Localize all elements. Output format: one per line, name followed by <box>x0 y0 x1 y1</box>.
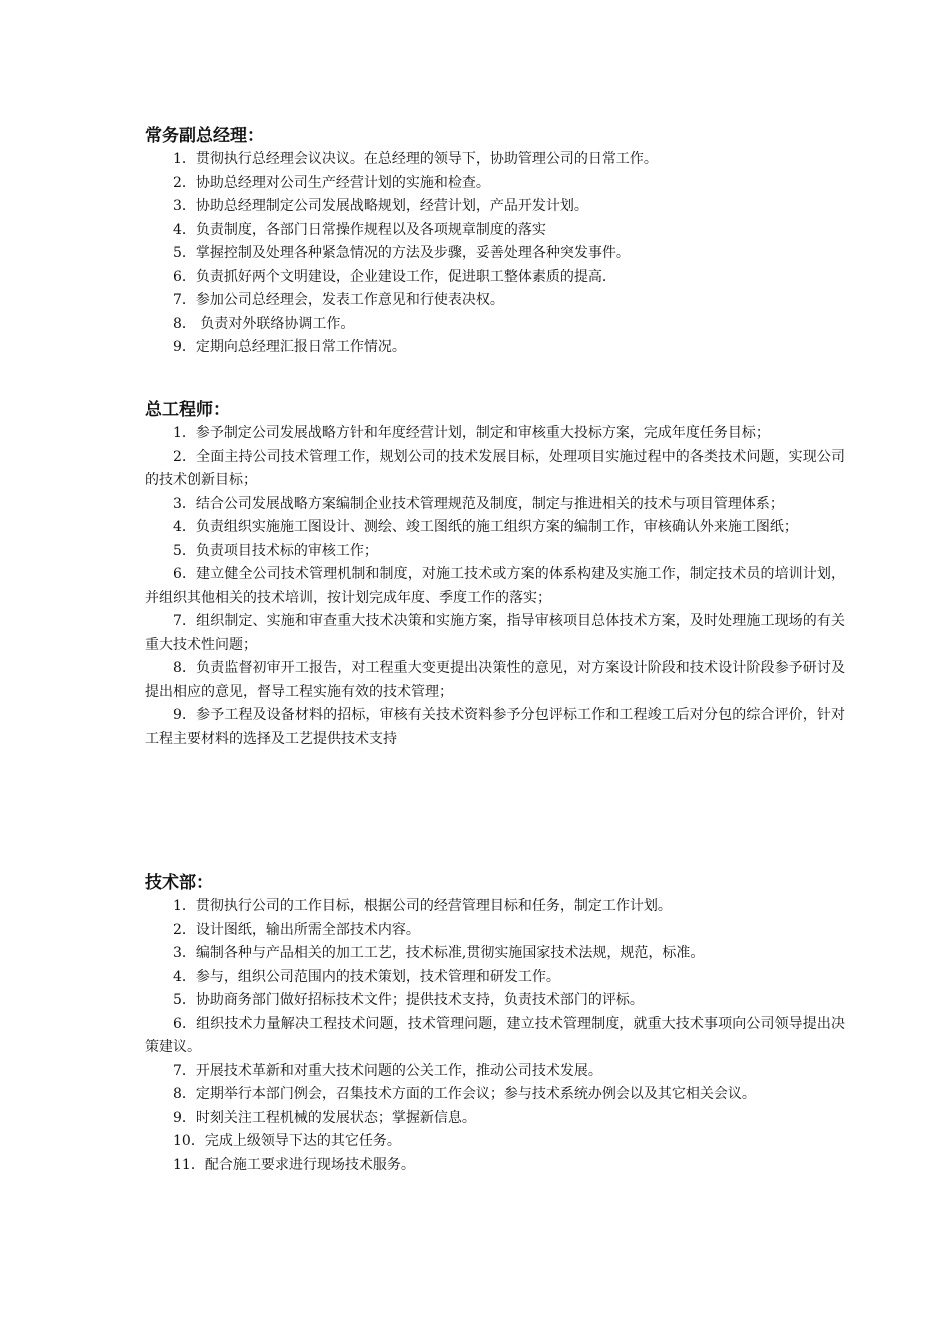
list-item: 6．组织技术力量解决工程技术问题，技术管理问题，建立技术管理制度，就重大技术事项向公司领导提出决策建议。 <box>145 1015 845 1055</box>
list-item: 3．编制各种与产品相关的加工工艺，技术标准,贯彻实施国家技术法规，规范，标准。 <box>173 945 705 961</box>
section-chief-engineer <box>145 398 845 751</box>
list-item: 5．协助商务部门做好招标技术文件；提供技术支持，负责技术部门的评标。 <box>173 992 644 1008</box>
list-item: 6．负责抓好两个文明建设，企业建设工作，促进职工整体素质的提高． <box>173 268 616 285</box>
list-item: 9．参予工程及设备材料的招标，审核有关技术资料参予分包评标工作和工程竣工后对分包的综合评价，针对工程主要材料的选择及工艺提供技术支持 <box>145 707 845 747</box>
list-item: 7．开展技术革新和对重大技术问题的公关工作，推动公司技术发展。 <box>173 1062 602 1079</box>
list-item: 1．贯彻执行总经理会议决议。在总经理的领导下，协助管理公司的日常工作。 <box>173 151 658 167</box>
list-item: 5．负责项目技术标的审核工作； <box>173 542 378 559</box>
list-item: 2．全面主持公司技术管理工作，规划公司的技术发展目标，处理项目实施过程中的各类技术问题，实现公司的技术创新目标； <box>145 448 845 488</box>
list-item: 1．参予制定公司发展战略方针和年度经营计划，制定和审核重大投标方案，完成年度任务目标； <box>173 425 770 441</box>
list-item: 8． 负责对外联络协调工作。 <box>173 315 355 332</box>
list-item: 5．掌握控制及处理各种紧急情况的方法及步骤，妥善处理各种突发事件。 <box>173 245 630 261</box>
list-item: 1．贯彻执行公司的工作目标，根据公司的经营管理目标和任务，制定工作计划。 <box>173 898 672 914</box>
list-item: 4．参与，组织公司范围内的技术策划，技术管理和研发工作。 <box>173 968 560 985</box>
list-item: 2．协助总经理对公司生产经营计划的实施和检查。 <box>173 174 490 191</box>
section-deputy-general-manager <box>145 124 845 360</box>
list-item: 3．结合公司发展战略方案编制企业技术管理规范及制度，制定与推进相关的技术与项目管理体系； <box>173 495 784 512</box>
section-technical-department <box>145 871 845 1177</box>
list-item: 4．负责制度，各部门日常操作规程以及各项规章制度的落实 <box>173 221 546 238</box>
list-item: 8．定期举行本部门例会，召集技术方面的工作会议；参与技术系统办例会以及其它相关会议。 <box>173 1086 756 1102</box>
list-item: 2．设计图纸，输出所需全部技术内容。 <box>173 921 420 938</box>
list-item: 11．配合施工要求进行现场技术服务。 <box>173 1156 415 1173</box>
list-item: 7．组织制定、实施和审查重大技术决策和实施方案，指导审核项目总体技术方案，及时处理施工现场的有关重大技术性问题； <box>145 613 845 653</box>
section-title: 技术部： <box>145 873 213 893</box>
list-item: 6．建立健全公司技术管理机制和制度，对施工技术或方案的体系构建及实施工作，制定技术员的培训计划，并组织其他相关的技术培训，按计划完成年度、季度工作的落实； <box>145 566 845 606</box>
section-title: 总工程师： <box>145 400 230 420</box>
list-item: 9．定期向总经理汇报日常工作情况。 <box>173 339 406 355</box>
section-title: 常务副总经理： <box>145 126 264 146</box>
list-item: 8．负责监督初审开工报告，对工程重大变更提出决策性的意见，对方案设计阶段和技术设计阶段参予研讨及提出相应的意见，督导工程实施有效的技术管理； <box>145 660 845 700</box>
list-item: 7．参加公司总经理会，发表工作意见和行使表决权。 <box>173 292 504 308</box>
list-item: 3．协助总经理制定公司发展战略规划，经营计划，产品开发计划。 <box>173 198 588 214</box>
list-item: 4．负责组织实施施工图设计、测绘、竣工图纸的施工组织方案的编制工作，审核确认外来施工图纸； <box>173 519 798 535</box>
list-item: 9．时刻关注工程机械的发展状态；掌握新信息。 <box>173 1109 476 1126</box>
list-item: 10．完成上级领导下达的其它任务。 <box>173 1133 401 1149</box>
